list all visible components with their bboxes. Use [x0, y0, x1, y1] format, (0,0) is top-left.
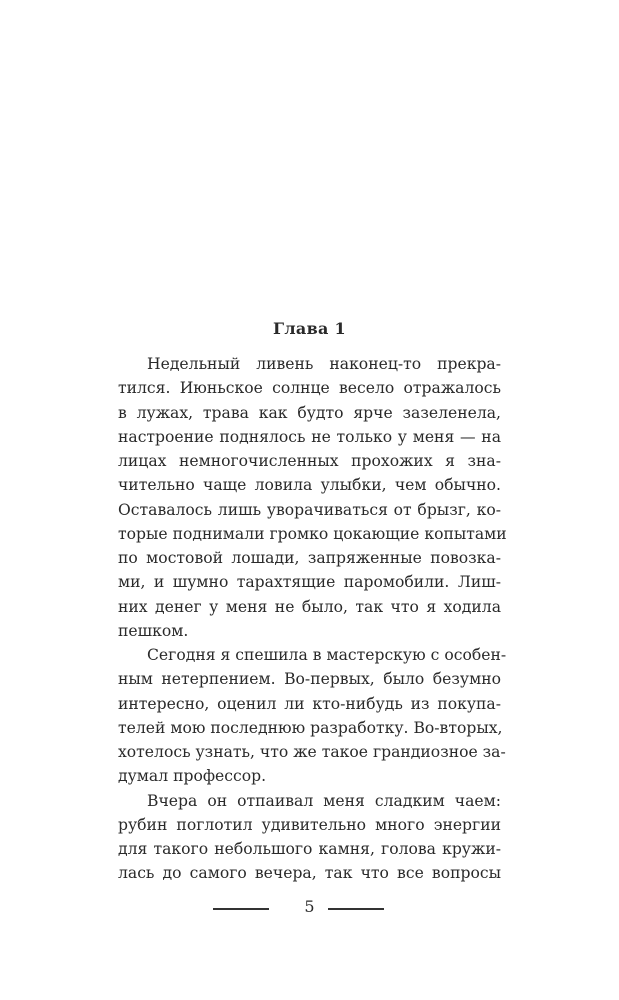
text-line: думал профессор.: [118, 767, 267, 786]
text-line: телей мою последнюю разработку. Во-вторых,: [118, 718, 503, 737]
text-line: них денег у меня не было, так что я ходила: [118, 597, 501, 616]
text-line: Недельный ливень наконец-то прекра-: [147, 355, 501, 373]
text-line: в лужах, трава как будто ярче зазеленела,: [118, 403, 501, 422]
text-line: ным нетерпением. Во-первых, было безумно: [118, 670, 501, 689]
text-line: хотелось узнать, что же такое грандиозное за-: [118, 743, 506, 761]
text-line: пешком.: [118, 621, 189, 640]
text-line: чительно чаще ловила улыбки, чем обычно.: [118, 476, 501, 495]
text-line: интересно, оценил ли кто-нибудь из покупа-: [118, 694, 501, 713]
footer-rule-right: [328, 908, 384, 910]
text-line: лась до самого вечера, так что все вопросы: [118, 864, 501, 883]
text-line: тился. Июньское солнце весело отражалось: [118, 379, 501, 398]
text-line: Оставалось лишь уворачиваться от брызг, ко-: [118, 500, 501, 519]
text-line: торые поднимали громко цокающие копытами: [118, 524, 507, 543]
text-line: настроение поднялось не только у меня — на: [118, 427, 501, 446]
text-line: по мостовой лошади, запряженные повозка-: [118, 549, 501, 567]
text-line: ми, и шумно тарахтящие паромобили. Лиш-: [118, 573, 501, 592]
chapter-text: [118, 352, 507, 886]
text-line: Вчера он отпаивал меня сладким чаем:: [147, 791, 501, 810]
text-line: для такого небольшого камня, голова кружи-: [118, 840, 501, 858]
text-line: Сегодня я спешила в мастерскую с особен-: [147, 646, 507, 664]
page-number: 5: [304, 897, 315, 916]
text-line: рубин поглотил удивительно много энергии: [118, 815, 501, 834]
page-footer: [0, 897, 619, 919]
text-line: лицах немногочисленных прохожих я зна-: [118, 452, 501, 470]
chapter-title: Глава 1: [273, 319, 346, 338]
